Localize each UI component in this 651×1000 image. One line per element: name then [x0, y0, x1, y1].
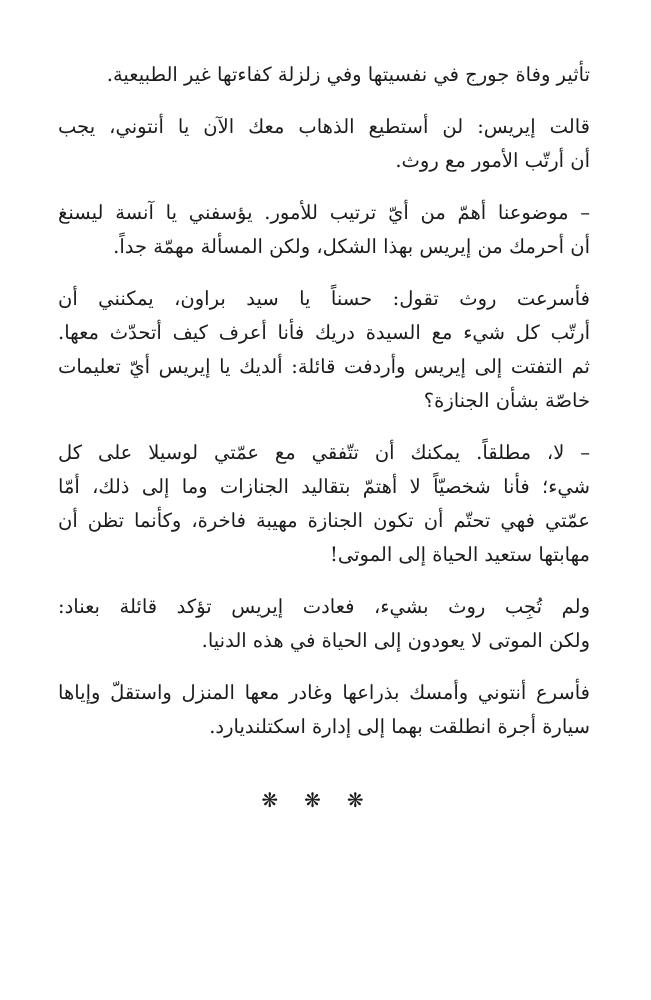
text-line: أن أحرمك من إيريس بهذا الشكل، ولكن المسألة مهمّة جداً. — [113, 235, 590, 258]
text-line: خاصّة بشأن الجنازة؟ — [423, 389, 590, 412]
text-line: – لا، مطلقاً. يمكنك أن تتّفقي مع عمّتي لوسيلا على كل — [58, 441, 590, 464]
paragraph-1 — [58, 58, 590, 92]
text-line: ولم تُجِب روث بشيء، فعادت إيريس تؤكد قائلة بعناد: — [58, 595, 590, 618]
text-line: – موضوعنا أهمّ من أيّ ترتيب للأمور. يؤسفني يا آنسة ليسنغ — [58, 201, 590, 224]
text-line: مهابتها ستعيد الحياة إلى الموتى! — [330, 543, 590, 566]
text-line: قالت إيريس: لن أستطيع الذهاب معك الآن يا أنتوني، يجب — [58, 115, 590, 138]
text-line: عمّتي فهي تحتّم أن تكون الجنازة مهيبة فاخرة، وكأنما تظن أن — [58, 509, 590, 532]
text-line: أرتّب كل شيء مع السيدة دريك فأنا أعرف كيف أتحدّث معها. — [58, 321, 590, 344]
paragraph-2 — [58, 110, 590, 178]
paragraph-6 — [58, 590, 590, 658]
book-page-text — [58, 58, 590, 762]
text-line: سيارة أجرة انطلقت بهما إلى إدارة اسكتلنديارد. — [209, 715, 590, 738]
text-line: ولكن الموتى لا يعودون إلى الحياة في هذه الدنيا. — [201, 629, 590, 652]
text-line: ثم التفتت إلى إيريس وأردفت قائلة: ألديك يا إيريس أيّ تعليمات — [58, 355, 590, 378]
text-line: أن أرتّب الأمور مع روث. — [395, 149, 590, 172]
text-line: فأسرعت روث تقول: حسناً يا سيد براون، يمكنني أن — [58, 287, 590, 310]
paragraph-7 — [58, 676, 590, 744]
text-line: شيء؛ فأنا شخصيّاً لا أهتمّ بتقاليد الجنازات وما إلى ذلك، أمّا — [58, 475, 590, 498]
paragraph-4 — [58, 282, 590, 418]
section-break-ornament: ❋❋❋ — [261, 788, 390, 812]
paragraph-5 — [58, 436, 590, 572]
text-line: تأثير وفاة جورج في نفسيتها وفي زلزلة كفاءتها غير الطبيعية. — [106, 63, 590, 86]
paragraph-3 — [58, 196, 590, 264]
text-line: فأسرع أنتوني وأمسك بذراعها وغادر معها المنزل واستقلّ وإياها — [58, 681, 590, 704]
